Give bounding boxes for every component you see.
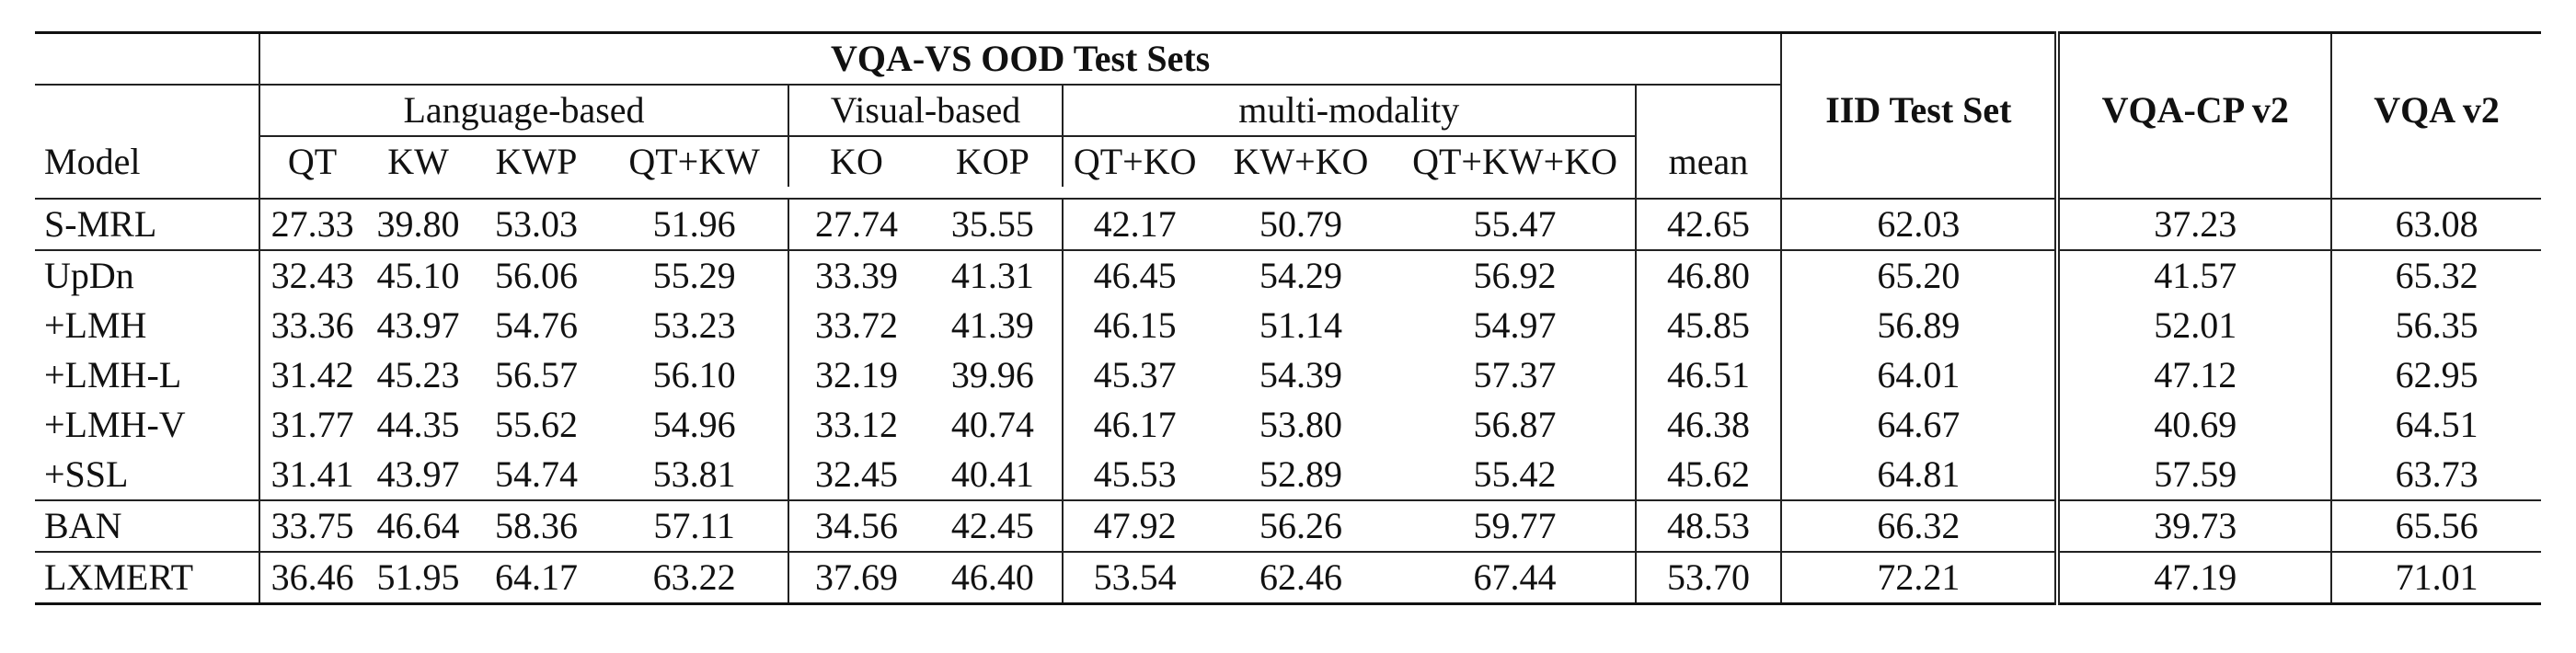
value-cell: 53.03 bbox=[494, 203, 578, 245]
value-cell: 52.89 bbox=[1259, 453, 1342, 495]
value-cell: 51.95 bbox=[364, 552, 472, 604]
value-cell: 53.80 bbox=[1259, 404, 1342, 445]
visual-based-header: Visual-based bbox=[788, 85, 1063, 136]
value-cell: 39.73 bbox=[2057, 500, 2331, 552]
value-cell: 57.11 bbox=[601, 500, 788, 552]
value-cell: 46.80 bbox=[1636, 250, 1782, 301]
value-cell: 45.37 bbox=[1063, 350, 1206, 400]
model-name-cell: +LMH bbox=[44, 304, 147, 346]
value-cell: 63.22 bbox=[601, 552, 788, 604]
model-name-cell: +SSL bbox=[44, 453, 129, 495]
value-cell: 56.26 bbox=[1206, 500, 1395, 552]
value-cell: 55.47 bbox=[1473, 203, 1557, 245]
results-table bbox=[35, 31, 2541, 605]
value-cell: 33.39 bbox=[788, 250, 924, 301]
value-cell: 42.17 bbox=[1063, 199, 1206, 250]
model-name-cell: +LMH-L bbox=[44, 354, 182, 395]
model-name-cell: UpDn bbox=[35, 250, 259, 301]
iid-test-set-header: IID Test Set bbox=[1781, 33, 2057, 188]
value-cell: 43.97 bbox=[376, 304, 460, 346]
value-cell: 55.62 bbox=[494, 404, 578, 445]
value-cell: 45.10 bbox=[364, 250, 472, 301]
header-empty-cell bbox=[35, 85, 259, 136]
value-cell: 56.57 bbox=[494, 354, 578, 395]
value-cell: 46.15 bbox=[1063, 301, 1206, 350]
value-cell: 31.77 bbox=[259, 400, 364, 450]
value-cell: 46.51 bbox=[1636, 350, 1782, 400]
value-cell: 71.01 bbox=[2331, 552, 2541, 604]
value-cell: 39.96 bbox=[950, 354, 1034, 395]
value-cell: 65.56 bbox=[2331, 500, 2541, 552]
value-cell: 50.79 bbox=[1259, 203, 1342, 245]
col-header: QT+KO bbox=[1063, 136, 1206, 187]
value-cell: 56.87 bbox=[1473, 404, 1557, 445]
value-cell: 33.75 bbox=[259, 500, 364, 552]
value-cell: 58.36 bbox=[472, 500, 601, 552]
value-cell: 64.17 bbox=[472, 552, 601, 604]
value-cell: 63.08 bbox=[2331, 199, 2541, 250]
value-cell: 56.06 bbox=[472, 250, 601, 301]
table-row bbox=[35, 400, 2541, 450]
value-cell: 40.41 bbox=[950, 453, 1034, 495]
value-cell: 46.64 bbox=[364, 500, 472, 552]
model-column-header: Model bbox=[44, 140, 141, 182]
value-cell: 40.69 bbox=[2057, 400, 2331, 450]
value-cell: 55.29 bbox=[601, 250, 788, 301]
results-table-container bbox=[35, 31, 2541, 605]
col-header: KOP bbox=[924, 136, 1063, 187]
value-cell: 62.46 bbox=[1206, 552, 1395, 604]
value-cell: 32.19 bbox=[788, 350, 924, 400]
col-header: QT+KW+KO bbox=[1395, 136, 1635, 187]
header-row-1 bbox=[35, 33, 2541, 86]
table-row bbox=[35, 552, 2541, 604]
value-cell: 51.14 bbox=[1259, 304, 1342, 346]
value-cell: 63.73 bbox=[2331, 450, 2541, 500]
vqav2-header: VQA v2 bbox=[2331, 33, 2541, 188]
value-cell: 46.38 bbox=[1636, 400, 1782, 450]
value-cell: 54.29 bbox=[1206, 250, 1395, 301]
table-row bbox=[35, 199, 2541, 250]
table-row bbox=[35, 500, 2541, 552]
value-cell: 32.45 bbox=[788, 450, 924, 500]
col-header: KW+KO bbox=[1206, 136, 1395, 187]
value-cell: 46.17 bbox=[1063, 400, 1206, 450]
value-cell: 47.92 bbox=[1063, 500, 1206, 552]
value-cell: 48.53 bbox=[1636, 500, 1782, 552]
value-cell: 47.12 bbox=[2057, 350, 2331, 400]
model-name-cell: +LMH-V bbox=[44, 404, 186, 445]
value-cell: 45.53 bbox=[1063, 450, 1206, 500]
table-row bbox=[35, 301, 2541, 350]
value-cell: 33.12 bbox=[788, 400, 924, 450]
value-cell: 53.23 bbox=[652, 304, 736, 346]
value-cell: 65.32 bbox=[2331, 250, 2541, 301]
table-row bbox=[35, 250, 2541, 301]
model-name-cell: BAN bbox=[35, 500, 259, 552]
value-cell: 43.97 bbox=[376, 453, 460, 495]
value-cell: 53.81 bbox=[652, 453, 736, 495]
col-header: KWP bbox=[472, 136, 601, 187]
value-cell: 35.55 bbox=[950, 203, 1034, 245]
value-cell: 32.43 bbox=[259, 250, 364, 301]
value-cell: 27.74 bbox=[788, 199, 924, 250]
value-cell: 36.46 bbox=[259, 552, 364, 604]
value-cell: 64.01 bbox=[1781, 350, 2057, 400]
value-cell: 54.96 bbox=[652, 404, 736, 445]
value-cell: 45.85 bbox=[1636, 301, 1782, 350]
value-cell: 72.21 bbox=[1781, 552, 2057, 604]
value-cell: 33.36 bbox=[259, 301, 364, 350]
value-cell: 62.95 bbox=[2331, 350, 2541, 400]
value-cell: 44.35 bbox=[376, 404, 460, 445]
value-cell: 42.65 bbox=[1636, 199, 1782, 250]
header-gap bbox=[35, 187, 2541, 199]
value-cell: 65.20 bbox=[1781, 250, 2057, 301]
value-cell: 53.54 bbox=[1063, 552, 1206, 604]
value-cell: 56.10 bbox=[652, 354, 736, 395]
value-cell: 41.31 bbox=[924, 250, 1063, 301]
value-cell: 27.33 bbox=[259, 199, 364, 250]
value-cell: 55.42 bbox=[1473, 453, 1557, 495]
value-cell: 67.44 bbox=[1395, 552, 1635, 604]
value-cell: 56.92 bbox=[1395, 250, 1635, 301]
value-cell: 54.76 bbox=[494, 304, 578, 346]
value-cell: 45.23 bbox=[376, 354, 460, 395]
value-cell: 37.23 bbox=[2057, 199, 2331, 250]
table-body bbox=[35, 187, 2541, 604]
value-cell: 46.45 bbox=[1063, 250, 1206, 301]
value-cell: 33.72 bbox=[788, 301, 924, 350]
value-cell: 56.35 bbox=[2331, 301, 2541, 350]
model-name-cell: S-MRL bbox=[44, 203, 157, 245]
header-empty-cell bbox=[35, 33, 259, 86]
col-header: KO bbox=[788, 136, 924, 187]
col-header: QT+KW bbox=[601, 136, 788, 187]
value-cell: 37.69 bbox=[788, 552, 924, 604]
col-header: QT bbox=[259, 136, 364, 187]
language-based-header: Language-based bbox=[259, 85, 788, 136]
value-cell: 40.74 bbox=[950, 404, 1034, 445]
value-cell: 41.39 bbox=[950, 304, 1034, 346]
value-cell: 42.45 bbox=[924, 500, 1063, 552]
value-cell: 53.70 bbox=[1636, 552, 1782, 604]
value-cell: 56.89 bbox=[1781, 301, 2057, 350]
table-row bbox=[35, 350, 2541, 400]
value-cell: 41.57 bbox=[2057, 250, 2331, 301]
value-cell: 54.39 bbox=[1259, 354, 1342, 395]
value-cell: 46.40 bbox=[924, 552, 1063, 604]
value-cell: 54.97 bbox=[1473, 304, 1557, 346]
ood-group-title: VQA-VS OOD Test Sets bbox=[259, 33, 1781, 86]
value-cell: 64.81 bbox=[1781, 450, 2057, 500]
value-cell: 47.19 bbox=[2057, 552, 2331, 604]
header-empty-cell bbox=[1636, 85, 1782, 136]
value-cell: 52.01 bbox=[2057, 301, 2331, 350]
value-cell: 45.62 bbox=[1636, 450, 1782, 500]
value-cell: 51.96 bbox=[652, 203, 736, 245]
col-header: KW bbox=[364, 136, 472, 187]
value-cell: 64.51 bbox=[2331, 400, 2541, 450]
vqacp-header: VQA-CP v2 bbox=[2057, 33, 2331, 188]
model-name-cell: LXMERT bbox=[35, 552, 259, 604]
value-cell: 57.59 bbox=[2057, 450, 2331, 500]
value-cell: 31.41 bbox=[259, 450, 364, 500]
value-cell: 31.42 bbox=[259, 350, 364, 400]
value-cell: 57.37 bbox=[1473, 354, 1557, 395]
value-cell: 54.74 bbox=[494, 453, 578, 495]
multi-modality-header: multi-modality bbox=[1063, 85, 1636, 136]
value-cell: 34.56 bbox=[788, 500, 924, 552]
value-cell: 66.32 bbox=[1781, 500, 2057, 552]
value-cell: 62.03 bbox=[1781, 199, 2057, 250]
value-cell: 59.77 bbox=[1395, 500, 1635, 552]
value-cell: 39.80 bbox=[376, 203, 460, 245]
value-cell: 64.67 bbox=[1781, 400, 2057, 450]
col-header: mean bbox=[1636, 136, 1782, 187]
table-row bbox=[35, 450, 2541, 500]
